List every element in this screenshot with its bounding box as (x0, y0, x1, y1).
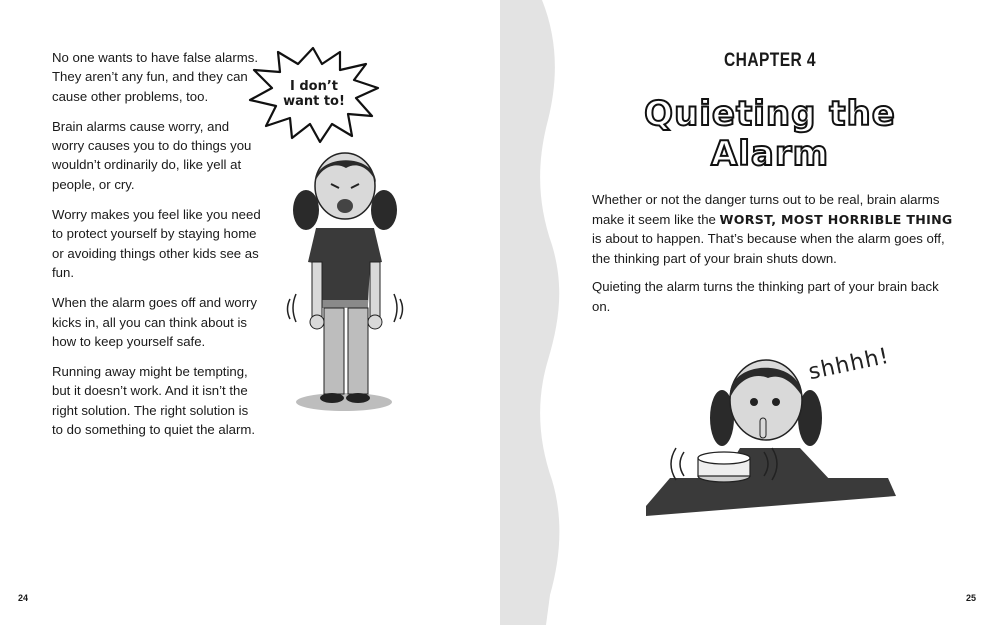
left-paragraph: No one wants to have false alarms. They aren’t any fun, and they can cause other problems, too. (52, 50, 258, 104)
left-paragraph: Running away might be tempting, but it doesn’t work. And it isn’t the right solution. The right solution is to do something to quiet the alarm. (52, 364, 256, 438)
page-number-left: 24 (18, 593, 29, 603)
chapter-title: Quieting the Alarm (644, 94, 896, 174)
right-paragraph-2: Quieting the alarm turns the thinking part of your brain back on. (592, 279, 939, 314)
speech-burst-text: I don’t want to! (283, 79, 345, 109)
page-number-right: 25 (966, 593, 977, 603)
left-body-text (52, 48, 262, 450)
right-paragraph-1: Whether or not the danger turns out to be real, brain alarms make it seem like the WORST, MOST HORRIBLE THING is about to happen. That’s because when the alarm goes off, the thinking part of your brain shuts down. (592, 192, 953, 266)
page-gutter (498, 0, 578, 625)
emphasis-text: WORST, MOST HORRIBLE THING (719, 211, 953, 227)
shhh-text: shhhh! (806, 343, 892, 386)
left-paragraph: Worry makes you feel like you need to protect yourself by staying home or avoiding things other kids see as fun. (52, 207, 261, 280)
chapter-label: CHAPTER 4 (724, 50, 816, 71)
crying-girl-illustration (286, 144, 416, 416)
left-paragraph: When the alarm goes off and worry kicks in, all you can think about is how to keep yourself safe. (52, 295, 257, 349)
left-paragraph: Brain alarms cause worry, and worry causes you to do things you wouldn’t ordinarily do, like yell at people, or cry. (52, 118, 252, 192)
right-body-text (592, 190, 954, 325)
